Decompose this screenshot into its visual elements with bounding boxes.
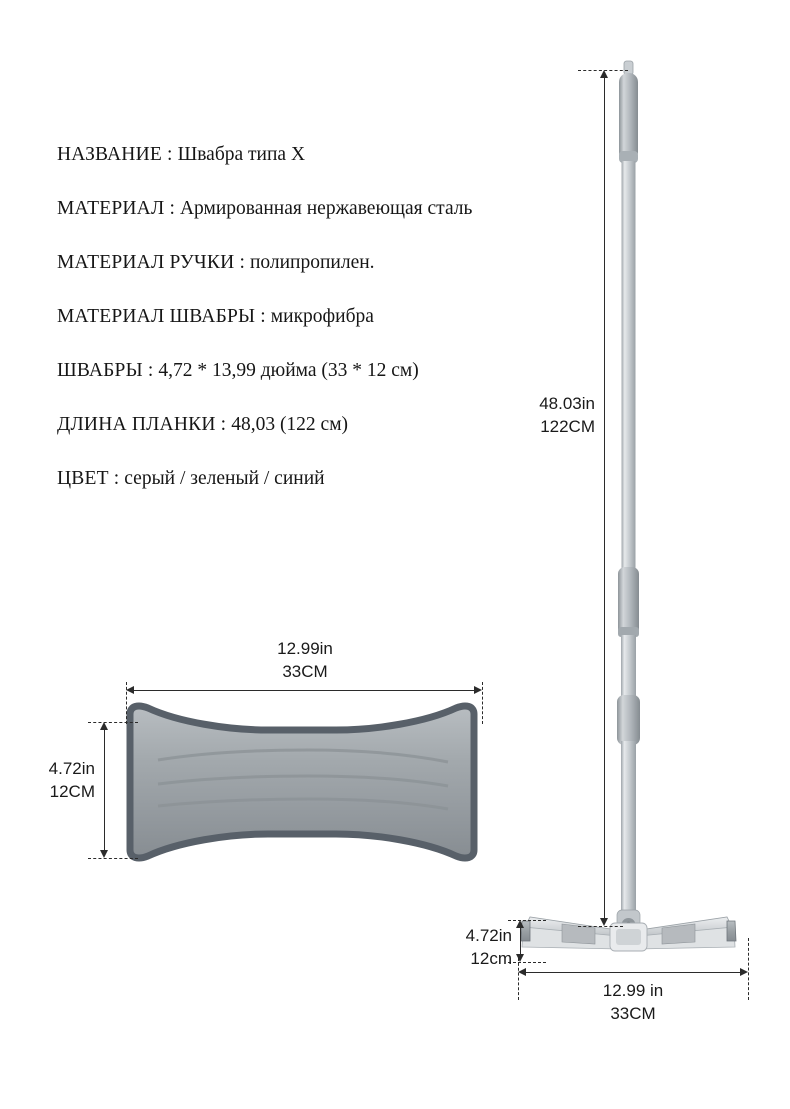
pad-width-cm: 33CM — [282, 662, 328, 681]
pad-width-label — [205, 637, 405, 683]
spec-row-material — [57, 182, 527, 236]
head-width-measure-line — [520, 972, 746, 973]
pad-height-inches: 4.72in — [48, 759, 95, 778]
spec-key-material: МАТЕРИАЛ : — [57, 198, 176, 219]
spec-key-name: НАЗВАНИЕ : — [57, 144, 173, 165]
pad-right-guide-line — [482, 682, 483, 724]
pad-width-arrow-right — [474, 686, 482, 694]
head-left-guide-line — [518, 958, 519, 1000]
pole-height-cm: 122CM — [540, 417, 595, 436]
spec-row-color — [57, 452, 527, 506]
pole-bottom-guide-line — [578, 926, 623, 927]
spec-row-handle-material — [57, 236, 527, 290]
spec-row-name — [57, 128, 527, 182]
pad-height-label — [0, 757, 95, 803]
spec-row-mop-size — [57, 344, 527, 398]
spec-key-handle-material: МАТЕРИАЛ РУЧКИ : — [57, 252, 246, 273]
pad-height-arrow-up — [100, 722, 108, 730]
head-height-arrow-up — [516, 920, 524, 928]
head-height-cm: 12cm — [470, 949, 512, 968]
spec-value-pole-length: 48,03 (122 см) — [231, 414, 349, 435]
spec-value-color: серый / зеленый / синий — [124, 468, 325, 489]
spec-key-pole-length: ДЛИНА ПЛАНКИ : — [57, 414, 227, 435]
spec-value-handle-material: полипропилен. — [249, 252, 375, 273]
pad-bottom-guide-line — [88, 858, 138, 859]
pole-height-label — [440, 392, 595, 438]
head-right-guide-line — [748, 938, 749, 1000]
head-width-inches: 12.99 in — [602, 981, 664, 1000]
pole-height-arrow-down — [600, 918, 608, 926]
specification-list — [57, 128, 527, 506]
pole-height-arrow-up — [600, 70, 608, 78]
pad-top-guide-line — [88, 722, 138, 723]
pole-height-inches: 48.03in — [539, 394, 595, 413]
pad-height-measure-line — [104, 724, 105, 856]
pad-height-cm: 12CM — [49, 782, 95, 801]
head-width-cm: 33CM — [610, 1004, 656, 1023]
head-height-inches: 4.72in — [465, 926, 512, 945]
pad-width-measure-line — [128, 690, 480, 691]
head-height-label — [400, 924, 512, 970]
spec-value-mop-material: микрофибра — [270, 306, 374, 327]
head-width-arrow-right — [740, 968, 748, 976]
spec-key-color: ЦВЕТ : — [57, 468, 120, 489]
spec-value-mop-size: 4,72 * 13,99 дюйма (33 * 12 см) — [158, 360, 419, 381]
spec-key-mop-size: ШВАБРЫ : — [57, 360, 154, 381]
mop-full-illustration — [500, 55, 790, 965]
spec-value-name: Швабра типа X — [177, 144, 306, 165]
pad-height-arrow-down — [100, 850, 108, 858]
head-bottom-guide-line — [508, 962, 546, 963]
head-top-guide-line — [508, 920, 546, 921]
spec-row-mop-material — [57, 290, 527, 344]
spec-value-material: Армированная нержавеющая сталь — [179, 198, 473, 219]
pad-width-inches: 12.99in — [277, 639, 333, 658]
spec-key-mop-material: МАТЕРИАЛ ШВАБРЫ : — [57, 306, 266, 327]
pad-width-arrow-left — [126, 686, 134, 694]
head-width-label — [533, 979, 733, 1025]
head-width-arrow-left — [518, 968, 526, 976]
mop-pad-illustration — [118, 700, 488, 865]
pole-height-measure-line — [604, 72, 605, 924]
